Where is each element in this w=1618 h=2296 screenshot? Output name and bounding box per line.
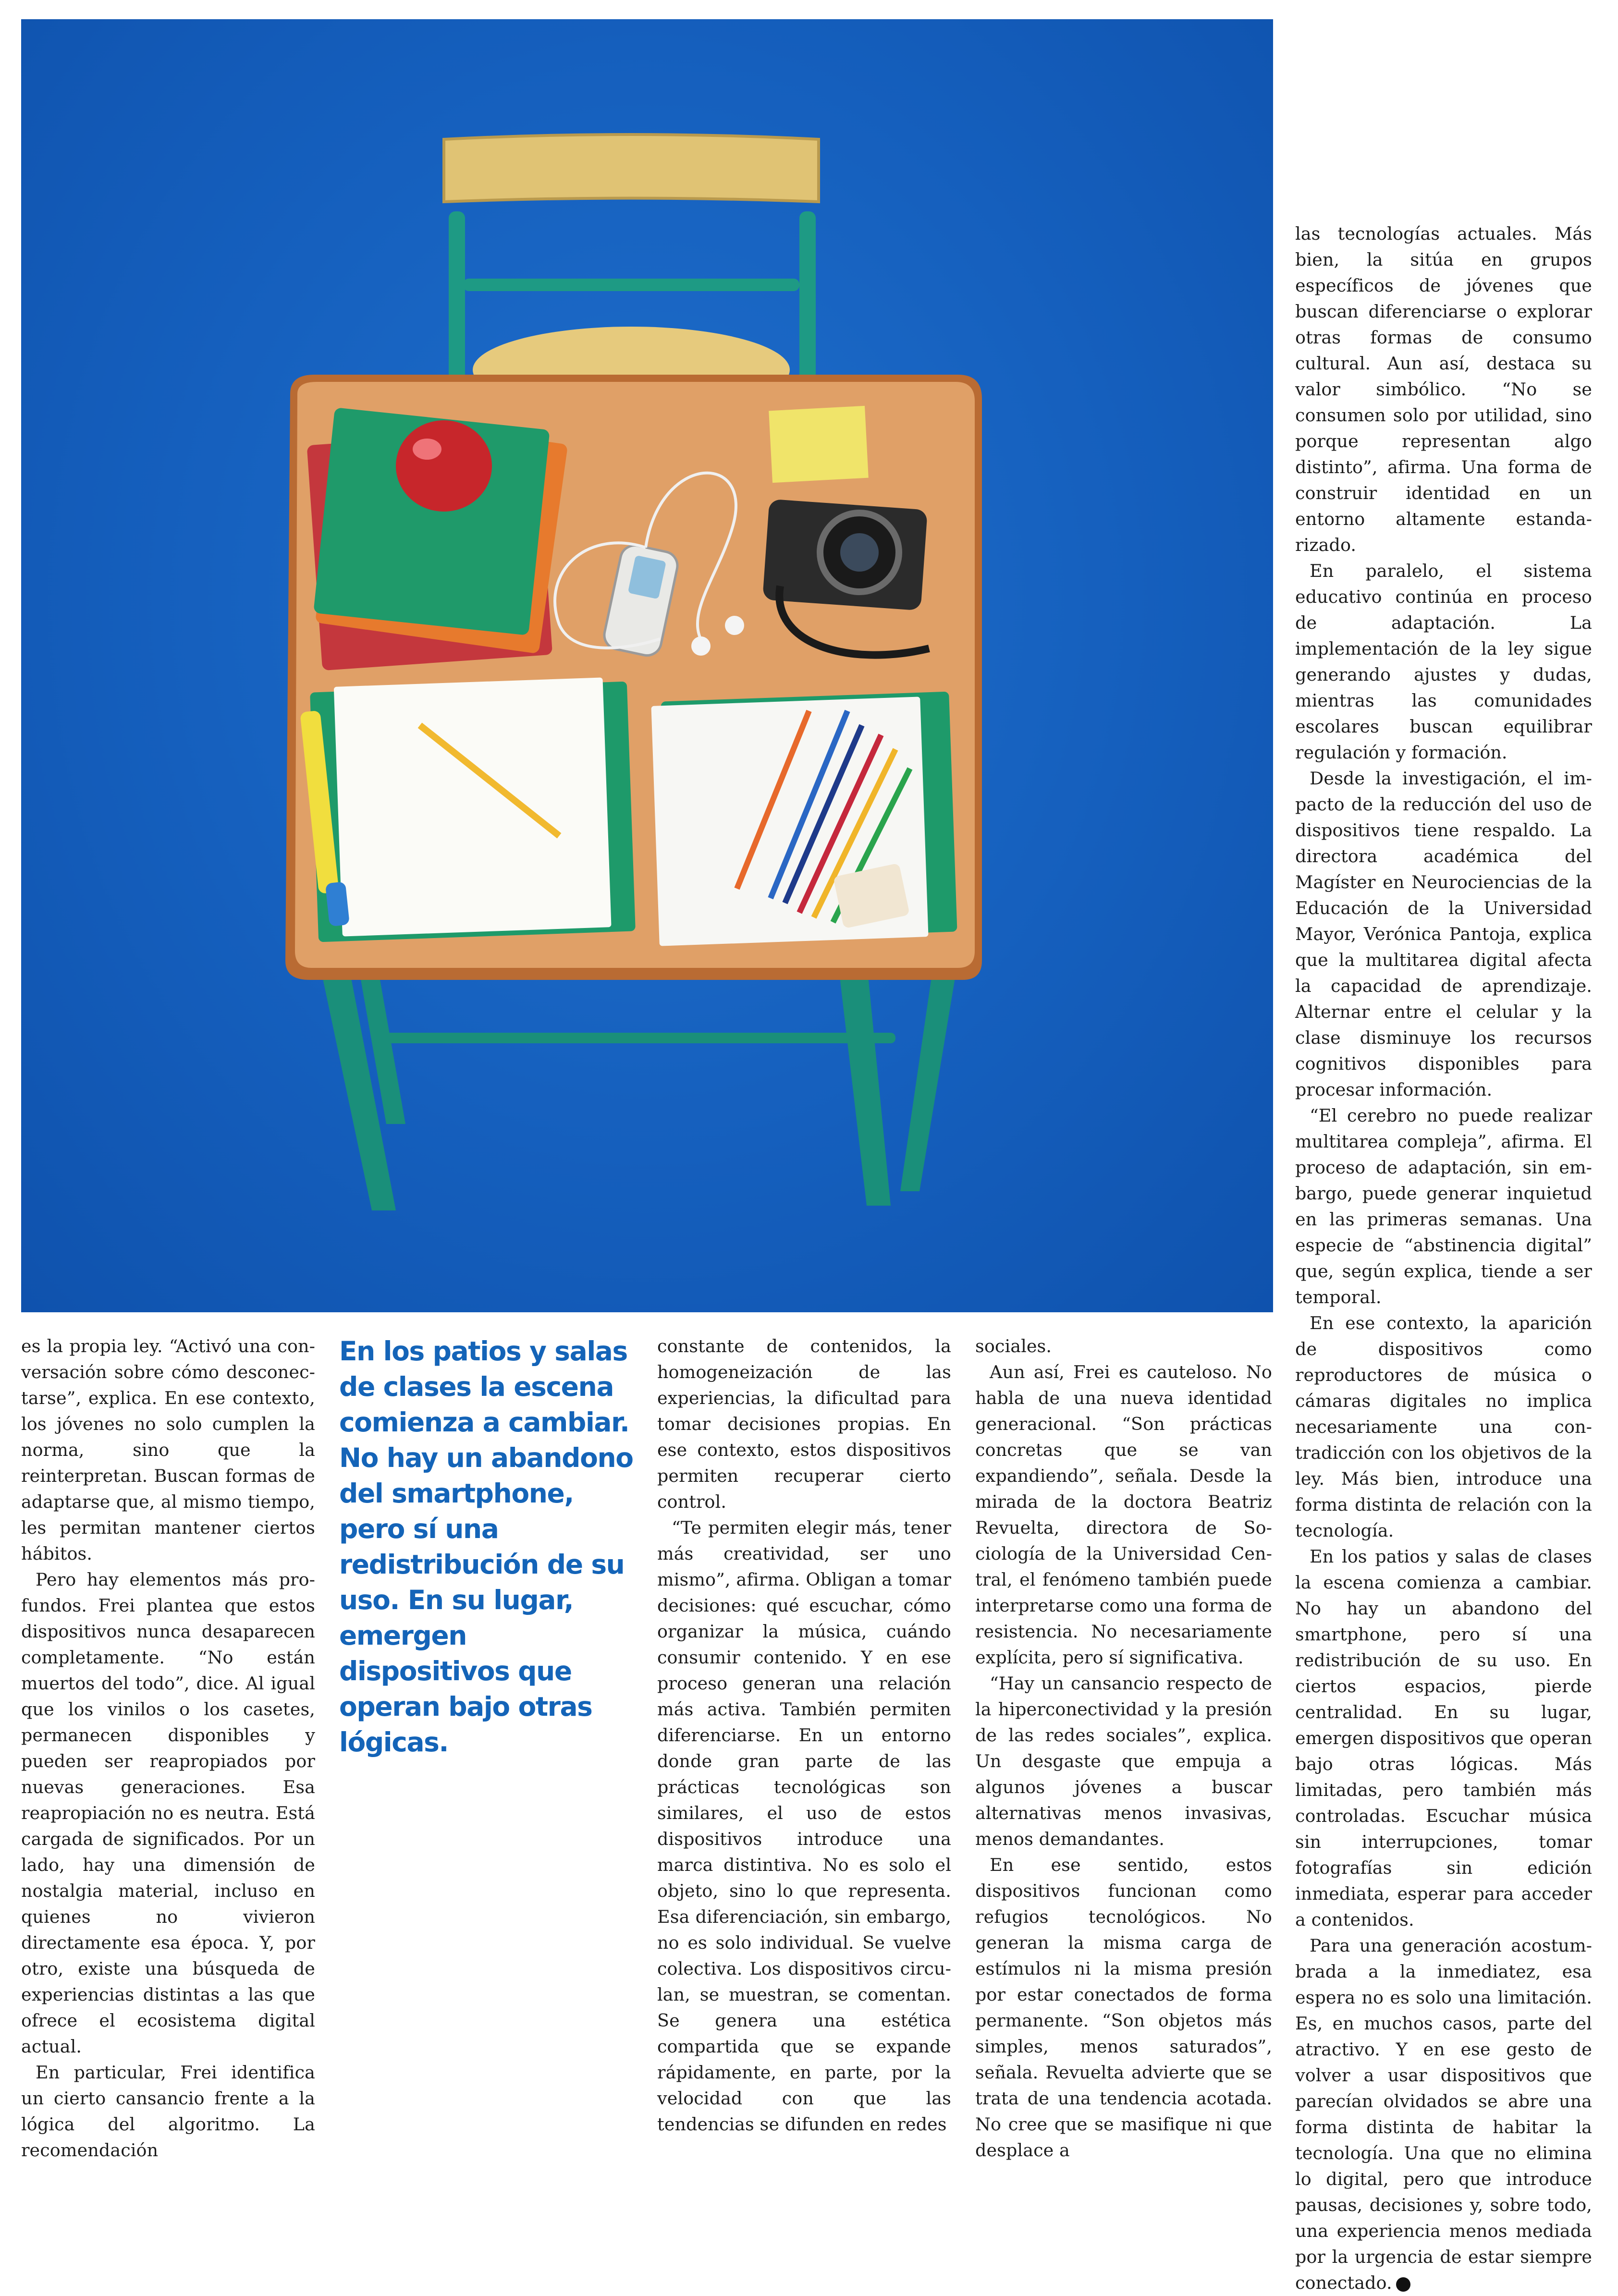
paragraph: es la propia ley. “Activó una conversación sobre cómo desconectarse”, explica. En ese contexto, los jóvenes no solo cumplen la norma, sino que la reinterpretan. Buscan formas de adaptarse que, al mismo tiempo, les permitan mantener ciertos hábitos. — [21, 1336, 315, 1564]
earbud-2 — [725, 616, 744, 635]
article-column-1 — [21, 1333, 315, 2163]
camera-lens-glass — [840, 533, 879, 572]
paragraph: sociales. — [975, 1336, 1052, 1356]
paragraph: En particular, Frei identifica un cierto cansancio frente a la lógica del algoritmo. La recomendación — [21, 2062, 315, 2161]
article-column-4 — [975, 1333, 1272, 2163]
chair-crossbar — [463, 279, 799, 291]
paragraph: En los patios y salas de clases la escena comienza a cambiar. No hay un abandono del smartphone, pero sí una redistribución de su uso. En ciertos espacios, pierde centralidad. En su lugar, emergen dispositivos que operan bajo otras lógicas. Más limitadas, pero también más controladas. Escuchar música sin interrupciones, tomar fotografías sin edición inmediata, esperar para acceder a contenidos. — [1295, 1546, 1592, 1930]
desk-leg-right-2 — [900, 961, 958, 1191]
paragraph: constante de contenidos, la homogeneización de las experiencias, la dificultad para tomar decisiones propias. En ese contexto, estos dispositivos permiten recuperar cierto control. — [657, 1336, 951, 1512]
notebook-left — [334, 677, 612, 936]
paragraph: “Te permiten elegir más, tener más creatividad, ser uno mismo”, afirma. Obligan a tomar decisiones: qué escuchar, cómo organizar la música, cuándo consumir contenido. Y en ese proceso generan una relación más activa. También permiten diferenciarse. En un entorno donde gran parte de las prácticas tecnológicas son similares, el uso de estos dispositivos introduce una marca distintiva. No es solo el objeto, sino lo que representa. Esa diferenciación, sin embargo, no es solo individual. Se vuelve colectiva. Los dispositivos circulan, se muestran, se comentan. Se genera una estética compartida que se expande rápidamente, en parte, por la velocidad con que las tendencias se difunden en redes — [657, 1517, 951, 2135]
paragraph: Aun así, Frei es cauteloso. No habla de una nueva identidad generacional. “Son prácticas concretas que se van expandiendo”, señala. Desde la mirada de la doctora Beatriz Revuelta, directora de Sociología de la Universidad Central, el fenómeno también puede interpretarse como una forma de resistencia. No necesariamente explícita, pero sí significativa. — [975, 1362, 1272, 1668]
article-column-3 — [657, 1333, 951, 2137]
apple — [396, 420, 492, 512]
paragraph: las tecnologías actuales. Más bien, la sitúa en grupos específicos de jóvenes que buscan diferenciarse o explorar otras formas de consumo cultural. Aun así, destaca su valor simbólico. “No se consumen solo por utilidad, sino porque representan algo distinto”, afirma. Una forma de construir identidad en un entorno altamente estandarizado. — [1295, 223, 1592, 555]
end-of-article-dot-icon — [1396, 2277, 1410, 2292]
paragraph: Pero hay elementos más profundos. Frei plantea que estos dispositivos nunca desaparecen completamente. “No están muertos del todo”, dice. Al igual que los vinilos o los casetes, permanecen disponibles y pueden ser reapropiados por nuevas generaciones. Esa reapropiación no es neutra. Está cargada de significados. Por un lado, hay una dimensión de nostalgia material, incluso en quienes no vivieron directamente esa época. Y, por otro, existe una búsqueda de experiencias distintas a las que ofrece el ecosistema digital actual. — [21, 1569, 315, 2057]
paragraph-last — [1295, 1933, 1592, 2296]
paragraph-text: Para una generación acostumbrada a la inmediatez, esa espera no es solo una limitación. Es, en muchos casos, parte del atractivo. Y en ese gesto de volver a usar dispositivos que parecían olvidados se abre una forma distinta de habitar la tecnología. Una que no elimina lo digital, pero que introduce pausas, decisiones y, sobre todo, una experiencia menos mediada por la urgencia de estar siempre conectado. — [1295, 1935, 1592, 2293]
apple-shine — [413, 439, 441, 460]
paragraph: “Hay un cansancio respecto de la hiperconectividad y la presión de las redes sociales”, explica. Un desgaste que empuja a algunos jóvenes a buscar alternativas menos invasivas, menos demandantes. — [975, 1673, 1272, 1849]
paragraph: En ese sentido, estos dispositivos funcionan como refugios tecnológicos. No generan la misma carga de estímulos ni la misma presión por estar conectados de forma permanente. “Son objetos más simples, menos saturados”, señala. Revuelta advierte que se trata de una tendencia acotada. No cree que se masifique ni que desplace a — [975, 1855, 1272, 2161]
paragraph: En ese contexto, la aparición de dispositivos como reproductores de música o cámaras digitales no implica necesariamente una contradicción con los objetivos de la ley. Más bien, introduce una forma distinta de relación con la tecnología. — [1295, 1313, 1592, 1541]
article-column-5 — [1295, 221, 1592, 2296]
desk-leg-right — [838, 961, 891, 1206]
paragraph: Desde la investigación, el impacto de la reducción del uso de dispositivos tiene respaldo. La directora académica del Magíster en Neurociencias de la Educación de la Universidad Mayor, Verónica Pantoja, explica que la multitarea digital afecta la capacidad de aprendizaje. Alternar entre el celular y la clase disminuye los recursos cognitivos disponibles para procesar información. — [1295, 768, 1592, 1100]
school-desk-photo — [21, 19, 1273, 1312]
paragraph: “El cerebro no puede realizar multitarea compleja”, afirma. El proceso de adaptación, sin embargo, puede generar inquietud en las primeras semanas. Una especie de “abstinencia digital” que, según explica, tiende a ser temporal. — [1295, 1105, 1592, 1307]
pull-quote: En los patios y salas de clases la escena comienza a cambiar. No hay un abandono del smartphone, pero sí una redistribución de su uso. En su lugar, emergen dispositivos que operan bajo otras lógicas. — [339, 1336, 633, 1758]
paragraph: En paralelo, el sistema educativo continúa en proceso de adaptación. La implementación de la ley sigue generando ajustes y dudas, mientras las comunidades escolares buscan equilibrar regulación y formación. — [1295, 561, 1592, 763]
earbud-1 — [691, 636, 711, 656]
chair-backrest — [444, 134, 819, 202]
sticky-note — [769, 406, 869, 483]
desk-crossbar — [377, 1033, 895, 1043]
desk-illustration — [21, 19, 1273, 1312]
